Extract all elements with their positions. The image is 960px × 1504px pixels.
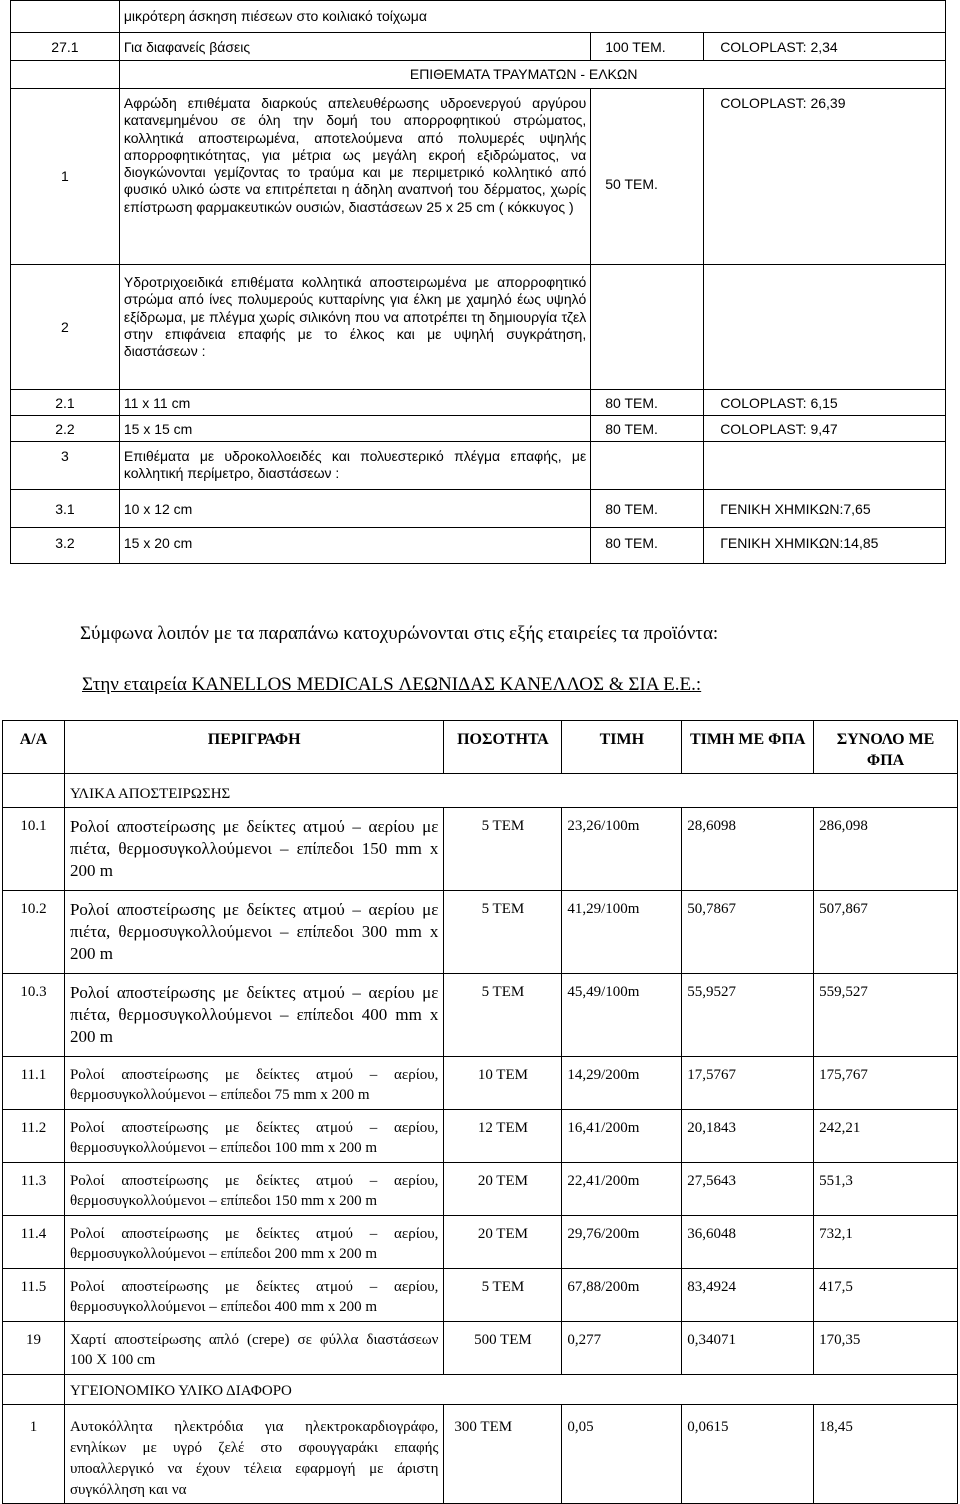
table-row — [11, 528, 946, 564]
row-price-vat: 20,1843 — [682, 1110, 814, 1163]
row-number: 3.2 — [11, 528, 120, 564]
row-total: 559,527 — [814, 974, 958, 1057]
row-number: 1 — [3, 1405, 65, 1504]
table-row — [11, 390, 946, 416]
row-price-vat: 0,34071 — [682, 1322, 814, 1375]
table-header-row — [3, 721, 958, 774]
row-quantity: 5 ΤΕΜ — [444, 891, 562, 974]
section-title: ΥΛΙΚΑ ΑΠΟΣΤΕΙΡΩΣΗΣ — [64, 774, 957, 808]
header-description: ΠΕΡΙΓΡΑΦΗ — [64, 721, 443, 774]
table-row — [3, 891, 958, 974]
row-quantity: 80 ΤΕΜ. — [591, 390, 704, 416]
row-quantity: 20 ΤΕΜ — [444, 1216, 562, 1269]
row-quantity: 50 ΤΕΜ. — [591, 89, 704, 265]
row-quantity: 10 ΤΕΜ — [444, 1057, 562, 1110]
row-description: Αφρώδη επιθέματα διαρκούς απελευθέρωσης υδροενεργού αργύρου κατανεμημένου σε όλη την δομή του απορροφητικού στρώματος, κολλητικά αποστειρωμένα, αποτελούμενα από πολυμερές υψηλής απορροφητικότητας, για μέτρια ως μεγάλη εκροή εξιδρώματος, να διογκώνονται γεμίζοντας το τραύμα και με περιμετρικό κολλητικό από φυσικό υλικό ώστε να επιτρέπεται η άδηλη αναπνοή του δέρματος, χωρίς επίστρωση φαρμακευτικών ουσιών, διαστάσεων 25 x 25 cm ( κόκκυγος ) — [119, 89, 590, 265]
row-price: 67,88/200m — [562, 1269, 682, 1322]
row-description: Ρολοί αποστείρωσης με δείκτες ατμού – αερίου, θερμοσυγκολλούμενοι – επίπεδοι 400 mm x 200 m — [64, 1269, 443, 1322]
row-number: 11.4 — [3, 1216, 65, 1269]
row-price: ΓΕΝΙΚΗ ΧΗΜΙΚΩΝ:14,85 — [704, 528, 946, 564]
row-total: 732,1 — [814, 1216, 958, 1269]
row-price: 29,76/200m — [562, 1216, 682, 1269]
row-quantity: 80 ΤΕΜ. — [591, 528, 704, 564]
row-quantity: 5 ΤΕΜ — [444, 808, 562, 891]
section-row — [11, 61, 946, 89]
row-total: 242,21 — [814, 1110, 958, 1163]
table-row — [3, 1269, 958, 1322]
row-quantity: 80 ΤΕΜ. — [591, 490, 704, 528]
row-quantity: 300 ΤΕΜ — [444, 1405, 562, 1504]
table-row — [11, 33, 946, 61]
row-price: 41,29/100m — [562, 891, 682, 974]
row-number: 11.5 — [3, 1269, 65, 1322]
products-table-top — [10, 0, 946, 564]
table-row — [3, 974, 958, 1057]
row-quantity: 100 ΤΕΜ. — [591, 33, 704, 61]
row-price-vat: 28,6098 — [682, 808, 814, 891]
row-number: 2.1 — [11, 390, 120, 416]
row-price: 45,49/100m — [562, 974, 682, 1057]
header-aa: Α/Α — [3, 721, 65, 774]
company-products-table — [2, 720, 958, 1504]
section-row — [3, 774, 958, 808]
row-quantity: 80 ΤΕΜ. — [591, 416, 704, 442]
row-price: 23,26/100m — [562, 808, 682, 891]
row-description: Ρολοί αποστείρωσης με δείκτες ατμού – αερίου με πιέτα, θερμοσυγκολλούμενοι – επίπεδοι 400 mm x 200 m — [64, 974, 443, 1057]
header-quantity: ΠΟΣΟΤΗΤΑ — [444, 721, 562, 774]
row-number: 19 — [3, 1322, 65, 1375]
row-number: 10.3 — [3, 974, 65, 1057]
table-row — [11, 89, 946, 265]
row-total: 18,45 — [814, 1405, 958, 1504]
header-price-vat: ΤΙΜΗ ΜΕ ΦΠΑ — [682, 721, 814, 774]
row-quantity: 5 ΤΕΜ — [444, 1269, 562, 1322]
row-number: 2.2 — [11, 416, 120, 442]
row-price: 22,41/200m — [562, 1163, 682, 1216]
table-row — [11, 1, 946, 33]
row-number: 10.1 — [3, 808, 65, 891]
row-quantity: 5 ΤΕΜ — [444, 974, 562, 1057]
row-description: Ρολοί αποστείρωσης με δείκτες ατμού – αερίου, θερμοσυγκολλούμενοι – επίπεδοι 200 mm x 200 m — [64, 1216, 443, 1269]
row-description: 15 x 20 cm — [119, 528, 590, 564]
intro-paragraph: Σύμφωνα λοιπόν με τα παραπάνω κατοχυρώνονται στις εξής εταιρείες τα προϊόντα: — [80, 623, 719, 644]
row-description: Υδροτριχοειδικά επιθέματα κολλητικά αποστειρωμένα με απορροφητικό στρώμα από ίνες πολυμερούς κυτταρίνης για έλκη με χαμηλό έως υψηλό εξίδρωμα, με πλέγμα χωρίς σιλικόνη που να αποτρέπει τη δημιουργία τζελ στην επιφάνεια επαφής με το έλκος και με υψηλή συγκράτηση, διαστάσεων : — [119, 265, 590, 390]
row-description: Ρολοί αποστείρωσης με δείκτες ατμού – αερίου, θερμοσυγκολλούμενοι – επίπεδοι 150 mm x 200 m — [64, 1163, 443, 1216]
row-number: 2 — [11, 265, 120, 390]
row-description: 10 x 12 cm — [119, 490, 590, 528]
row-total: 551,3 — [814, 1163, 958, 1216]
row-price: ΓΕΝΙΚΗ ΧΗΜΙΚΩΝ:7,65 — [704, 490, 946, 528]
section-title: ΕΠΙΘΕΜΑΤΑ ΤΡΑΥΜΑΤΩΝ - ΕΛΚΩΝ — [119, 61, 945, 89]
row-description: 11 x 11 cm — [119, 390, 590, 416]
table-row — [3, 1322, 958, 1375]
row-price: COLOPLAST: 9,47 — [704, 416, 946, 442]
row-price: 0,05 — [562, 1405, 682, 1504]
table-row — [3, 1405, 958, 1504]
row-price-vat: 50,7867 — [682, 891, 814, 974]
table-row — [3, 1163, 958, 1216]
row-quantity: 20 ΤΕΜ — [444, 1163, 562, 1216]
row-description: Επιθέματα με υδροκολλοειδές και πολυεστερικό πλέγμα επαφής, με κολλητική περίμετρο, διαστάσεων : — [119, 442, 590, 490]
company-heading: Στην εταιρεία KANELLOS MEDICALS ΛΕΩΝΙΔΑΣ ΚΑΝΕΛΛΟΣ & ΣΙΑ Ε.Ε.: — [82, 674, 702, 695]
row-number: 11.3 — [3, 1163, 65, 1216]
row-price: 0,277 — [562, 1322, 682, 1375]
row-total: 175,767 — [814, 1057, 958, 1110]
header-price: ΤΙΜΗ — [562, 721, 682, 774]
row-number: 10.2 — [3, 891, 65, 974]
row-price: COLOPLAST: 2,34 — [704, 33, 946, 61]
row-description: Ρολοί αποστείρωσης με δείκτες ατμού – αερίου, θερμοσυγκολλούμενοι – επίπεδοι 100 mm x 200 m — [64, 1110, 443, 1163]
row-number: 3.1 — [11, 490, 120, 528]
row-description: Αυτοκόλλητα ηλεκτρόδια για ηλεκτροκαρδιογράφο, ενηλίκων με υγρό ζελέ στο σφουγγαράκι επαφής υποαλλεργικό να έχουν τέλεια εφαρμογή με άριστη συγκόλληση και να — [64, 1405, 443, 1504]
row-price: COLOPLAST: 26,39 — [704, 89, 946, 265]
row-number: 27.1 — [11, 33, 120, 61]
section-row — [3, 1375, 958, 1405]
row-total: 286,098 — [814, 808, 958, 891]
row-price: 14,29/200m — [562, 1057, 682, 1110]
header-total-vat: ΣΥΝΟΛΟ ΜΕ ΦΠΑ — [814, 721, 958, 774]
row-price-vat: 83,4924 — [682, 1269, 814, 1322]
row-description: Χαρτί αποστείρωσης απλό (crepe) σε φύλλα διαστάσεων 100 X 100 cm — [64, 1322, 443, 1375]
row-description: Ρολοί αποστείρωσης με δείκτες ατμού – αερίου με πιέτα, θερμοσυγκολλούμενοι – επίπεδοι 300 mm x 200 m — [64, 891, 443, 974]
row-number: 11.1 — [3, 1057, 65, 1110]
row-total: 170,35 — [814, 1322, 958, 1375]
row-price: 16,41/200m — [562, 1110, 682, 1163]
row-description: Ρολοί αποστείρωσης με δείκτες ατμού – αερίου με πιέτα, θερμοσυγκολλούμενοι – επίπεδοι 150 mm x 200 m — [64, 808, 443, 891]
table-row — [11, 265, 946, 390]
table-row — [3, 1216, 958, 1269]
table-row — [11, 442, 946, 490]
row-number: 3 — [11, 442, 120, 490]
row-total: 417,5 — [814, 1269, 958, 1322]
table-row — [11, 416, 946, 442]
row-price-vat: 17,5767 — [682, 1057, 814, 1110]
section-title: ΥΓΕΙΟΝΟΜΙΚΟ ΥΛΙΚΟ ΔΙΑΦΟΡΟ — [64, 1375, 957, 1405]
row-quantity: 12 ΤΕΜ — [444, 1110, 562, 1163]
row-number: 1 — [11, 89, 120, 265]
continued-text: μικρότερη άσκηση πιέσεων στο κοιλιακό τοίχωμα — [119, 1, 945, 33]
row-description: Ρολοί αποστείρωσης με δείκτες ατμού – αερίου, θερμοσυγκολλούμενοι – επίπεδοι 75 mm x 200 m — [64, 1057, 443, 1110]
row-price: COLOPLAST: 6,15 — [704, 390, 946, 416]
table-row — [3, 808, 958, 891]
table-row — [11, 490, 946, 528]
row-price-vat: 27,5643 — [682, 1163, 814, 1216]
table-row — [3, 1110, 958, 1163]
row-quantity: 500 ΤΕΜ — [444, 1322, 562, 1375]
row-description: Για διαφανείς βάσεις — [119, 33, 590, 61]
row-price-vat: 0,0615 — [682, 1405, 814, 1504]
row-price-vat: 36,6048 — [682, 1216, 814, 1269]
row-number: 11.2 — [3, 1110, 65, 1163]
row-description: 15 x 15 cm — [119, 416, 590, 442]
row-price-vat: 55,9527 — [682, 974, 814, 1057]
row-total: 507,867 — [814, 891, 958, 974]
table-row — [3, 1057, 958, 1110]
